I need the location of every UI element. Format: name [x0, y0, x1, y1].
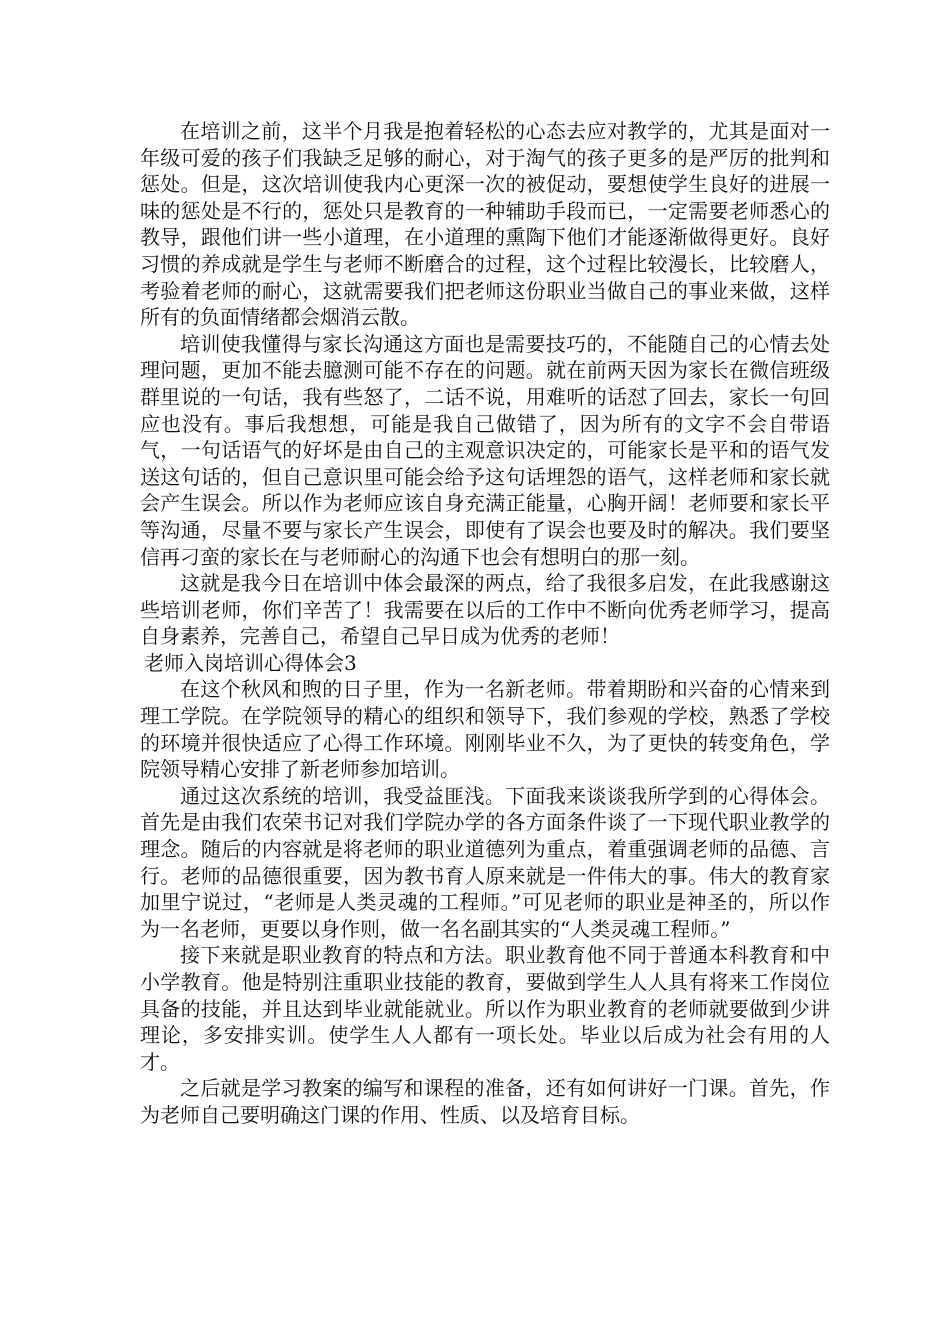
paragraph-training-gains: 通过这次系统的培训，我受益匪浅。下面我来谈谈我所学到的心得体会。首先是由我们农荣书记对我们学院办学的各方面条件谈了一下现代职业教学的理念。随后的内容就是将老师的职业道德列为重点，着重强调老师的品德、言行。老师的品德很重要，因为教书育人原来就是一件伟大的事。伟大的教育家加里宁说过，“老师是人类灵魂的工程师。”可见老师的职业是神圣的，所以作为一名老师，更要以身作则，做一名名副其实的“人类灵魂工程师。”	[140, 783, 830, 941]
paragraph-discipline-and-patience: 在培训之前，这半个月我是抱着轻松的心态去应对教学的，尤其是面对一年级可爱的孩子们我缺乏足够的耐心，对于淘气的孩子更多的是严厉的批判和惩处。但是，这次培训使我内心更深一次的被促动，要想使学生良好的进展一味的惩处是不行的，惩处只是教育的一种辅助手段而已，一定需要老师悉心的教导，跟他们讲一些小道理，在小道理的熏陶下他们才能逐渐做得更好。良好习惯的养成就是学生与老师不断磨合的过程，这个过程比较漫长，比较磨人，考验着老师的耐心，这就需要我们把老师这份职业当做自己的事业来做，这样所有的负面情绪都会烟消云散。	[140, 119, 830, 330]
paragraph-lesson-preparation: 之后就是学习教案的编写和课程的准备，还有如何讲好一门课。首先，作为老师自己要明确这门课的作用、性质、以及培育目标。	[140, 1076, 830, 1127]
section-heading: 老师入岗培训心得体会3	[144, 650, 357, 675]
paragraph-arrival: 在这个秋风和煦的日子里，作为一名新老师。带着期盼和兴奋的心情来到理工学院。在学院领导的精心的组织和领导下，我们参观的学校，熟悉了学校的环境并很快适应了心得工作环境。刚刚毕业不久，为了更快的转变角色，学院领导精心安排了新老师参加培训。	[140, 677, 830, 782]
paragraph-summary-thanks: 这就是我今日在培训中体会最深的两点，给了我很多启发，在此我感谢这些培训老师，你们辛苦了！我需要在以后的工作中不断向优秀老师学习，提高自身素养，完善自己，希望自己早日成为优秀的老师！	[140, 571, 830, 649]
paragraph-vocational-education: 接下来就是职业教育的特点和方法。职业教育他不同于普通本科教育和中小学教育。他是特别注重职业技能的教育，要做到学生人人具有将来工作岗位具备的技能，并且达到毕业就能就业。所以作为职业教育的老师就要做到少讲理论，多安排实训。使学生人人都有一项长处。毕业以后成为社会有用的人才。	[140, 943, 830, 1074]
paragraph-parent-communication: 培训使我懂得与家长沟通这方面也是需要技巧的，不能随自己的心情去处理问题，更加不能去臆测可能不存在的问题。就在前两天因为家长在微信班级群里说的一句话，我有些怒了，二话不说，用难听的话怼了回去，家长一句回应也没有。事后我想想，可能是我自己做错了，因为所有的文字不会自带语气，一句话语气的好坏是由自己的主观意识决定的，可能家长是平和的语气发送这句话的，但自己意识里可能会给予这句话埋怨的语气，这样老师和家长就会产生误会。所以作为老师应该自身充满正能量，心胸开阔！老师要和家长平等沟通，尽量不要与家长产生误会，即使有了误会也要及时的解决。我们要坚信再刁蛮的家长在与老师耐心的沟通下也会有想明白的那一刻。	[140, 331, 830, 569]
document-body	[140, 118, 830, 1129]
